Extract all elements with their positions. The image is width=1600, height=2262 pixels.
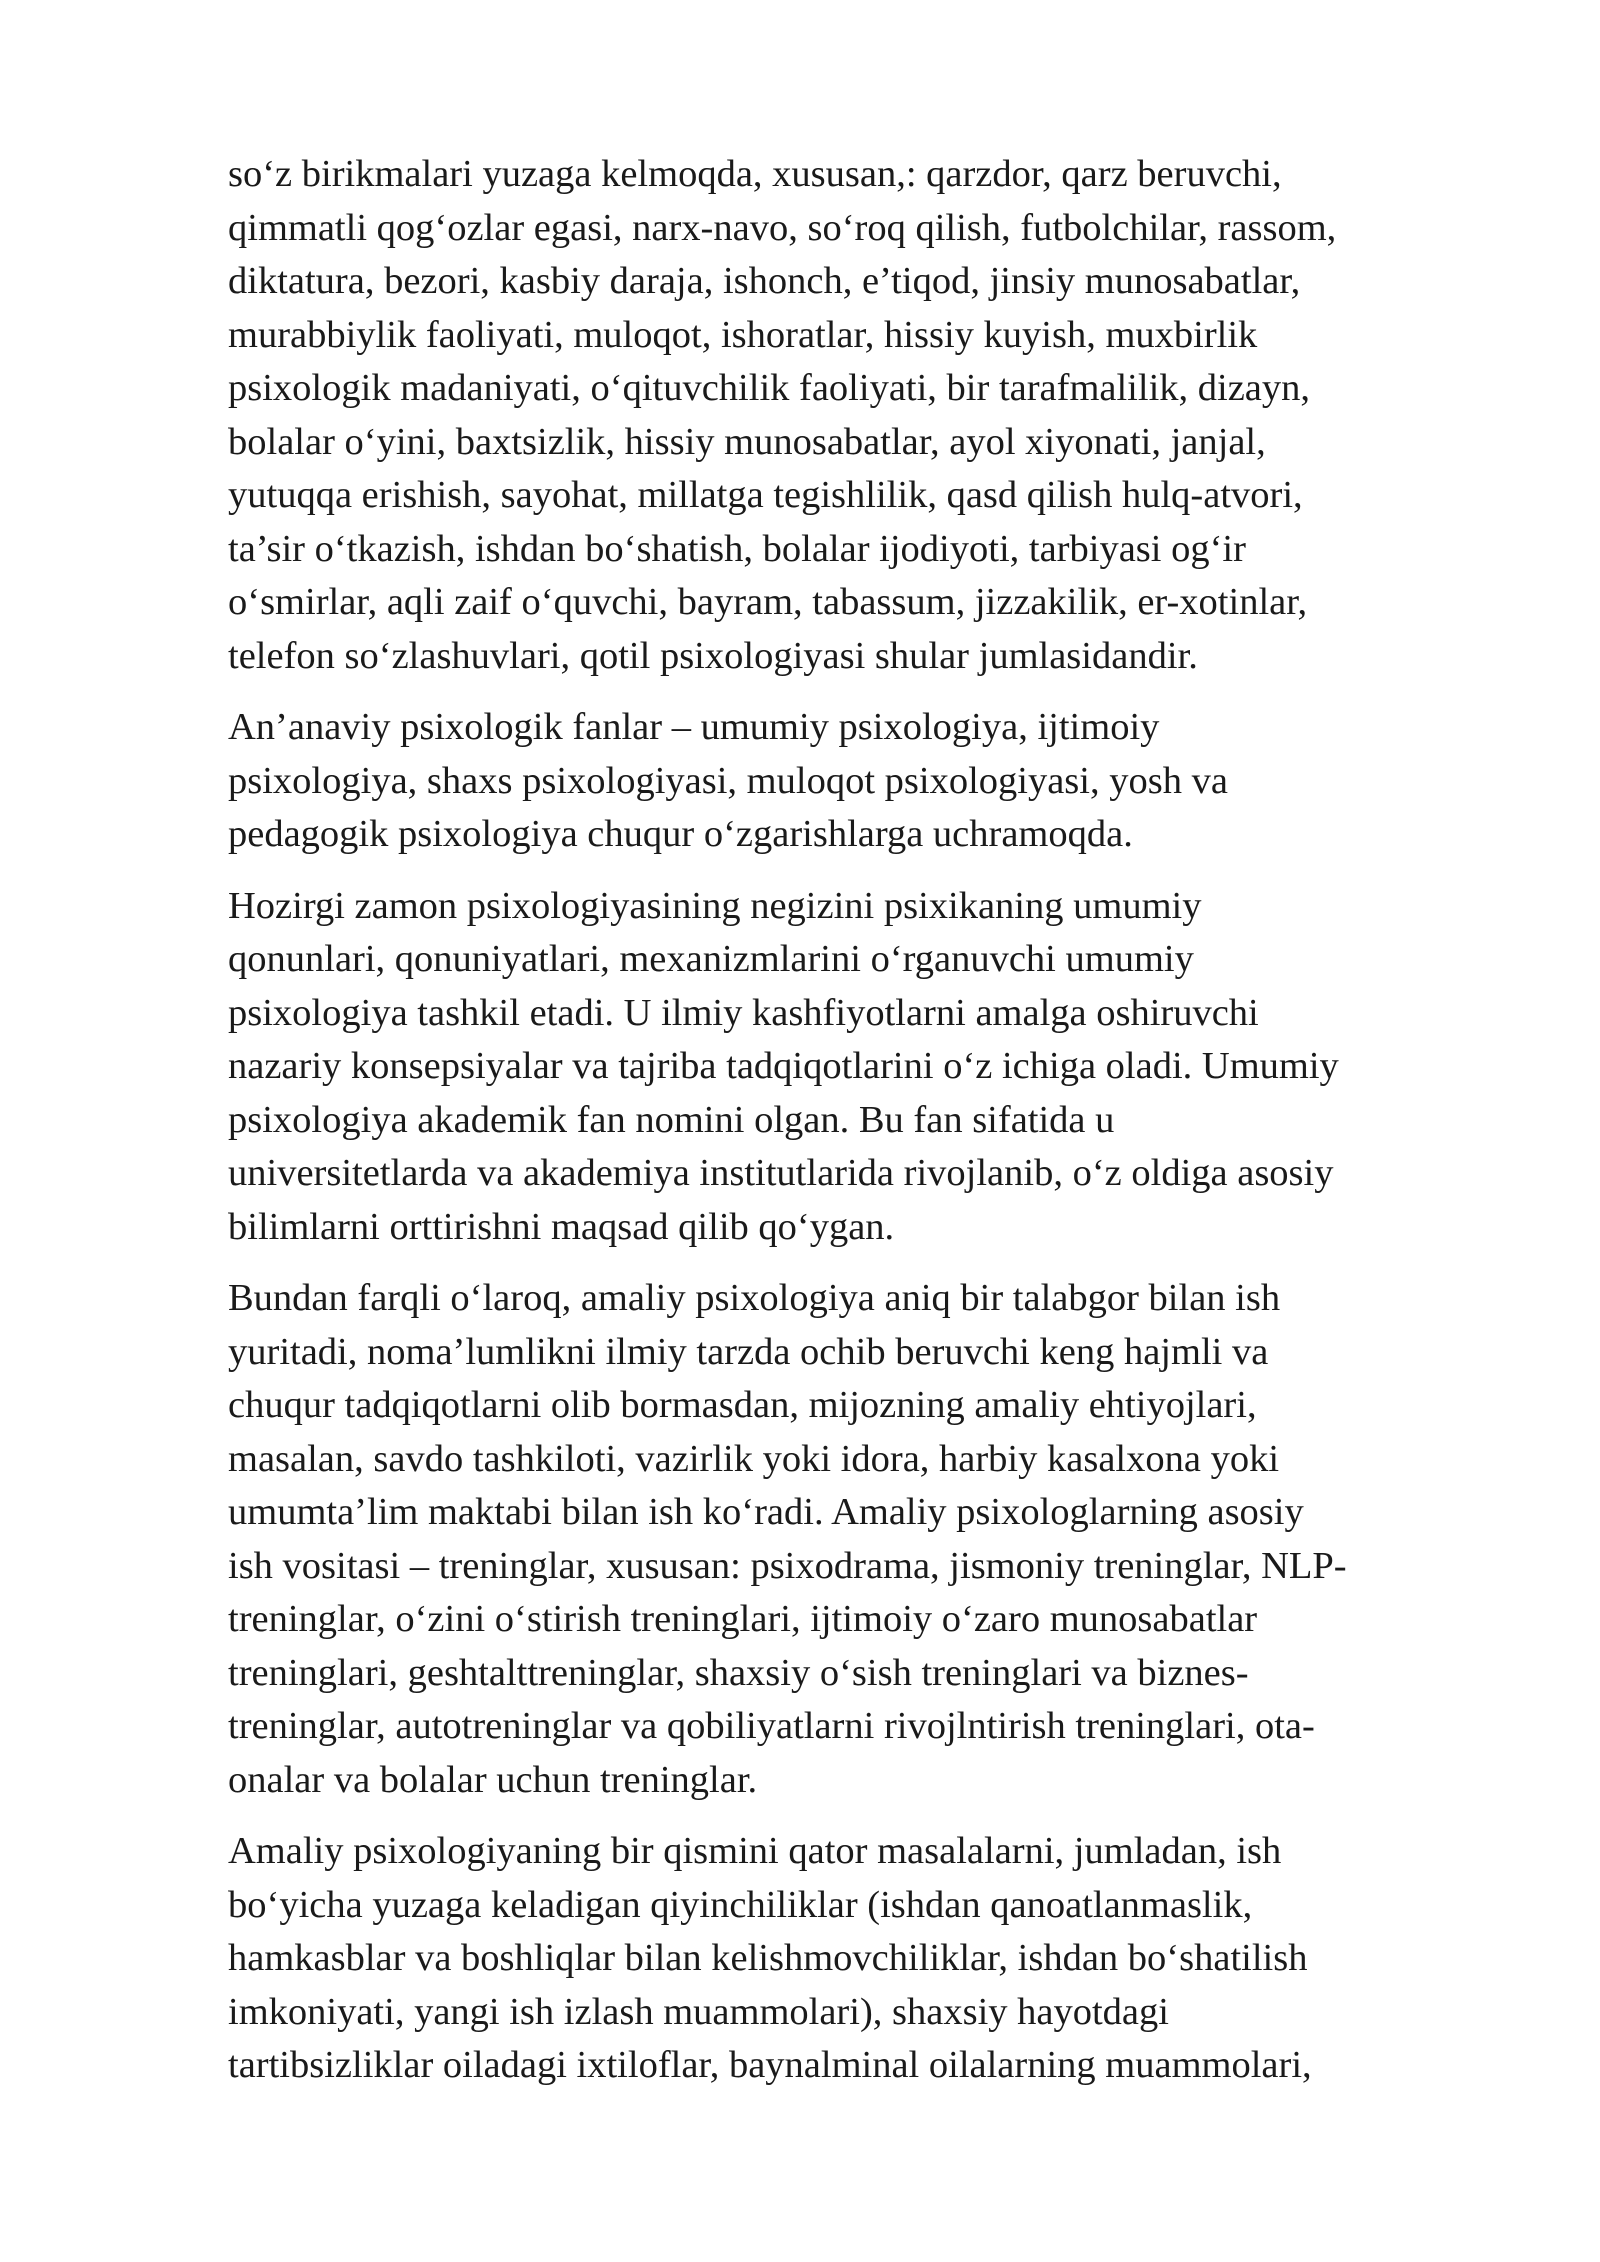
text-line: tartibsizliklar oiladagi ixtiloflar, baynalminal oilalarning muammolari, xyxy=(228,2044,1312,2086)
text-line: psixologiya akademik fan nomini olgan. Bu fan sifatida u xyxy=(228,1098,1115,1141)
text-line: onalar va bolalar uchun treninglar. xyxy=(228,1758,758,1801)
text-line: murabbiylik faoliyati, muloqot, ishoratlar, hissiy kuyish, muxbirlik xyxy=(228,313,1258,356)
text-line: treninglari, geshtalttreninglar, shaxsiy o‘sish treninglari va biznes- xyxy=(228,1651,1249,1694)
text-line: qonunlari, qonuniyatlari, mexanizmlarini o‘rganuvchi umumiy xyxy=(228,938,1194,980)
document-body xyxy=(228,148,1503,2111)
text-line: so‘z birikmalari yuzaga kelmoqda, xususan,: qarzdor, qarz beruvchi, xyxy=(228,153,1282,195)
text-line: psixologiya, shaxs psixologiyasi, muloqot psixologiyasi, yosh va xyxy=(228,759,1228,802)
text-line: treninglar, o‘zini o‘stirish treninglari, ijtimoiy o‘zaro munosabatlar xyxy=(228,1598,1258,1640)
text-line: telefon so‘zlashuvlari, qotil psixologiyasi shular jumlasidandir. xyxy=(228,634,1198,677)
text-line: universitetlarda va akademiya institutlarida rivojlanib, o‘z oldiga asosiy xyxy=(228,1152,1334,1194)
text-line: psixologik madaniyati, o‘qituvchilik faoliyati, bir tarafmalilik, dizayn, xyxy=(228,367,1311,409)
text-line: umumta’lim maktabi bilan ish ko‘radi. Amaliy psixologlarning asosiy xyxy=(228,1491,1304,1533)
text-line: bo‘yicha yuzaga keladigan qiyinchiliklar (ishdan qanoatlanmaslik, xyxy=(228,1883,1253,1926)
paragraph-2 xyxy=(228,701,1503,862)
text-line: masalan, savdo tashkiloti, vazirlik yoki idora, harbiy kasalxona yoki xyxy=(228,1437,1280,1480)
text-line: ta’sir o‘tkazish, ishdan bo‘shatish, bolalar ijodiyoti, tarbiyasi og‘ir xyxy=(228,527,1246,570)
text-line: imkoniyati, yangi ish izlash muammolari), shaxsiy hayotdagi xyxy=(228,1990,1169,2033)
text-line: qimmatli qog‘ozlar egasi, narx-navo, so‘roq qilish, futbolchilar, rassom, xyxy=(228,206,1337,249)
paragraph-5 xyxy=(228,1825,1503,2093)
text-line: hamkasblar va boshliqlar bilan kelishmovchiliklar, ishdan bo‘shatilish xyxy=(228,1937,1308,1979)
text-line: diktatura, bezori, kasbiy daraja, ishonch, e’tiqod, jinsiy munosabatlar, xyxy=(228,260,1301,302)
text-line: nazariy konsepsiyalar va tajriba tadqiqotlarini o‘z ichiga oladi. Umumiy xyxy=(228,1045,1339,1087)
text-line: Bundan farqli o‘laroq, amaliy psixologiya aniq bir talabgor bilan ish xyxy=(228,1277,1281,1319)
text-line: bilimlarni orttirishni maqsad qilib qo‘ygan. xyxy=(228,1205,895,1248)
text-line: treninglar, autotreninglar va qobiliyatlarni rivojlntirish treninglari, ota- xyxy=(228,1705,1315,1747)
text-line: yuritadi, noma’lumlikni ilmiy tarzda ochib beruvchi keng hajmli va xyxy=(228,1330,1269,1373)
text-line: Hozirgi zamon psixologiyasining negizini psixikaning umumiy xyxy=(228,884,1202,927)
text-line: Amaliy psixologiyaning bir qismini qator masalalarni, jumladan, ish xyxy=(228,1830,1282,1872)
paragraph-4 xyxy=(228,1272,1503,1807)
text-line: psixologiya tashkil etadi. U ilmiy kashfiyotlarni amalga oshiruvchi xyxy=(228,991,1259,1034)
text-line: pedagogik psixologiya chuqur o‘zgarishlarga uchramoqda. xyxy=(228,813,1133,855)
paragraph-3 xyxy=(228,880,1503,1255)
text-line: ish vositasi – treninglar, xususan: psixodrama, jismoniy treninglar, NLP- xyxy=(228,1544,1347,1587)
text-line: chuqur tadqiqotlarni olib bormasdan, mijozning amaliy ehtiyojlari, xyxy=(228,1384,1257,1426)
text-line: An’anaviy psixologik fanlar – umumiy psixologiya, ijtimoiy xyxy=(228,706,1160,748)
text-line: o‘smirlar, aqli zaif o‘quvchi, bayram, tabassum, jizzakilik, er-xotinlar, xyxy=(228,581,1308,623)
paragraph-1 xyxy=(228,148,1503,683)
text-line: bolalar o‘yini, baxtsizlik, hissiy munosabatlar, ayol xiyonati, janjal, xyxy=(228,420,1266,463)
text-line: yutuqqa erishish, sayohat, millatga tegishlilik, qasd qilish hulq-atvori, xyxy=(228,474,1303,516)
